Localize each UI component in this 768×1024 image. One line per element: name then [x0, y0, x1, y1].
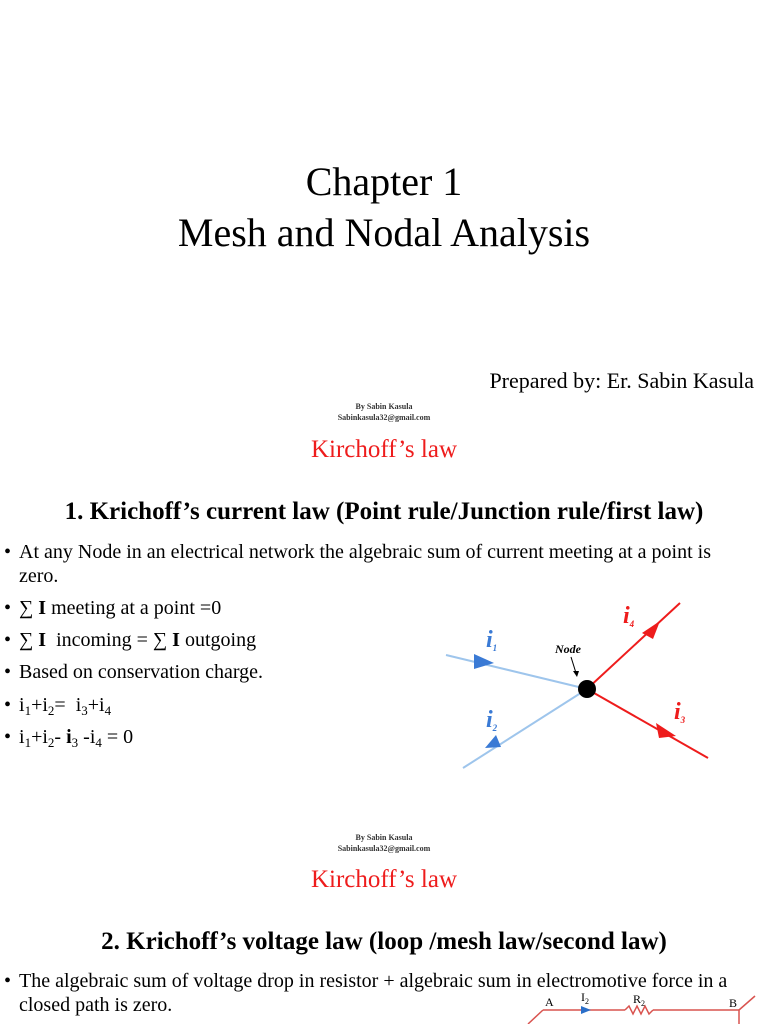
bullet-text: meeting at a point =0: [51, 597, 222, 619]
bullet-sum-point: [4, 596, 221, 620]
sigma-symbol: ∑: [19, 629, 34, 651]
bullet-symbol: •: [4, 597, 12, 619]
node-dot: [578, 680, 596, 698]
kcl-node-diagram: [430, 595, 730, 780]
bullet-text: At any Node in an electrical network the algebraic sum of current meeting at a point is zero.: [19, 541, 711, 587]
equation: $i_1+i_2-$ $i_3$ $-i_4 = 0$: [19, 726, 134, 750]
kvl-title: 2. Krichoff’s voltage law (loop /mesh law/second law): [101, 928, 667, 955]
bullet-kcl-definition: [4, 540, 744, 588]
bullet-in-out: [4, 628, 256, 652]
circuit-wire: [528, 1010, 543, 1024]
current-symbol: I: [38, 597, 47, 619]
arrow-i2: [485, 735, 501, 748]
bullet-symbol: •: [4, 629, 12, 651]
outgoing-wire-i3: [587, 689, 708, 758]
outgoing-text: outgoing: [184, 629, 257, 651]
label-i3: i3: [674, 699, 686, 725]
resistor-label: $R_2$: [633, 992, 646, 1008]
current-arrow: [581, 1006, 591, 1014]
chapter-subtitle: Mesh and Nodal Analysis: [177, 210, 591, 255]
current-symbol: I: [38, 629, 47, 651]
watermark-name: By Sabin Kasula: [355, 833, 413, 842]
resistor-r2: [625, 1006, 653, 1014]
incoming-text: incoming = ∑: [56, 629, 168, 651]
bullet-equation-2: [4, 725, 133, 749]
node-label: Node: [555, 642, 581, 656]
bullet-symbol: •: [4, 694, 12, 716]
label-i4: i4: [623, 603, 635, 629]
node-a-label: A: [545, 995, 554, 1009]
watermark-email: Sabinkasula32@gmail.com: [337, 844, 431, 853]
equation: $i_1+i_2= i_3+i_4$: [19, 694, 112, 718]
kvl-circuit-diagram: [525, 990, 760, 1024]
kcl-title: 1. Krichoff’s current law (Point rule/Junction rule/first law): [64, 498, 704, 525]
watermark-email: Sabinkasula32@gmail.com: [337, 413, 431, 422]
node-pointer: [571, 657, 576, 673]
sigma-symbol: ∑: [19, 597, 34, 619]
prepared-by: Prepared by: Er. Sabin Kasula: [489, 368, 754, 393]
incoming-wire-i2: [463, 689, 587, 768]
arrow-i3: [656, 723, 676, 738]
bullet-text: Based on conservation charge.: [19, 661, 263, 683]
bullet-symbol: •: [4, 970, 12, 992]
circuit-wire: [739, 996, 755, 1010]
bullet-symbol: •: [4, 541, 12, 563]
chapter-title: Chapter 1: [305, 159, 463, 204]
bullet-equation-1: [4, 693, 111, 717]
node-pointer-head: [573, 671, 579, 677]
bullet-conservation: [4, 660, 263, 684]
bullet-text: The algebraic sum of voltage drop in resistor + algebraic sum in electromotive force in a closed path is zero.: [19, 970, 728, 1016]
current-symbol: I: [172, 629, 180, 651]
incoming-wire-i1: [446, 655, 587, 689]
label-i2: i2: [486, 707, 498, 733]
watermark-name: By Sabin Kasula: [355, 402, 413, 411]
bullet-symbol: •: [4, 726, 12, 748]
current-label: $I_2$: [581, 990, 589, 1006]
label-i1: i1: [486, 627, 498, 653]
bullet-symbol: •: [4, 661, 12, 683]
section1-heading: Kirchoff’s law: [310, 436, 458, 463]
outgoing-wire-i4: [587, 603, 680, 689]
node-b-label: B: [729, 996, 738, 1010]
section2-heading: Kirchoff’s law: [310, 866, 458, 893]
